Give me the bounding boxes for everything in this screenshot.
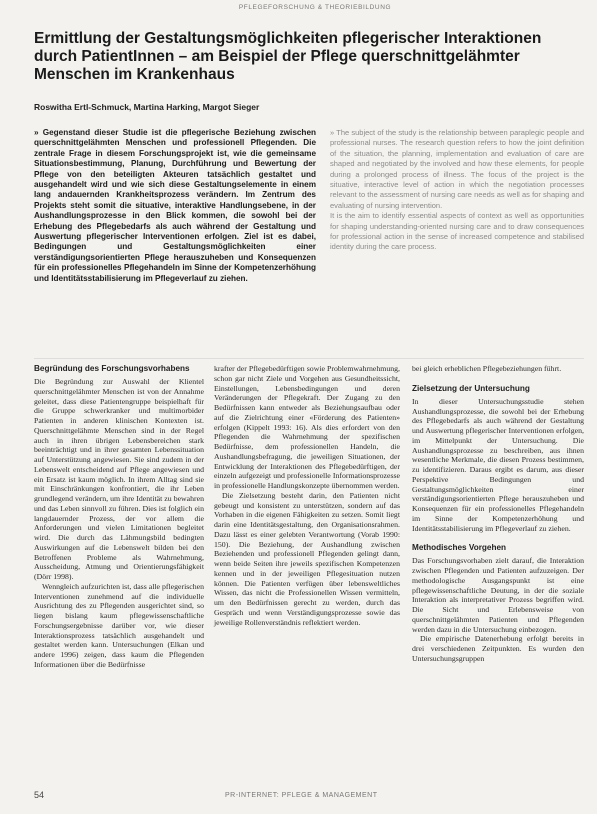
body-paragraph: Wenngleich aufzurichten ist, dass alle pflegerischen Interventionen zunehmend auf die individuelle Ausrichtung des zu Pflegenden ausgerichtet sind, so liegen bislang kaum pflegewissenschaftliche Forschungsergebnisse darüber vor, wie dieser Interaktionsprozess tatsächlich ausgehandelt und gestaltet werden kann. Untersuchungen (Elkan und andere 1996) zeigen, dass kaum die Pflegenden Informationen über die Bedürfnisse: [34, 581, 204, 669]
section-divider: [34, 358, 584, 359]
body-paragraph: Die Begründung zur Auswahl der Klientel querschnittgelähmter Menschen ist von der Annahme geleitet, dass diese Patientengruppe beispielhaft für die Gruppe schwerkranker und multimorbider Patienten in anderen klinischen Kontexten ist. Querschnittgelähmte Menschen sind in der Regel auch in ihren übrigen Lebensbereichen stark beeinträchtigt und in ihrer gesamten Lebenssituation auf Unterstützung angewiesen. Sie sind zudem in der Lebenswelt entscheidend auf Pflege angewiesen und ein Ersatz ist kaum möglich. In ihrem Alltag sind sie mit Einschränkungen konfrontiert, die ihr Leben grundlegend verändern, um ihre Identität zu bewahren und das Leben sinnvoll zu führen. Dies ist folglich ein langdauernder Prozess, der vor allem die Anforderungen und vielen Limitationen begleitet wird. Die durch das Lähmungsbild bedingten Auswirkungen auf die Lebenswelt bilden bei den Betroffenen Probleme als Wahrnehmung, Ausscheidung, Atmung und Orientierungsfähigkeit (Dörr 1998).: [34, 377, 204, 581]
abstract-german: » Gegenstand dieser Studie ist die pflegerische Beziehung zwischen querschnittgelähmten Menschen und professionell Pflegenden. Die zentrale Frage in diesem Forschungsprojekt ist, wie die gemeinsame Situationsbestimmung, Planung, Durchführung und Bewertung der Pflege von den beteiligten Akteuren tatsächlich gestaltet und ausgehandelt wird und wie sich diese Gestaltungselemente in einem lang andauernden Krankheitsprozess verändern. Im Zentrum des Projekts steht somit die situative, interaktive Handlungsebene, in der Aushandlungsprozesse in den Blick kommen, die sowohl bei der Erhebung des Pflegebedarfs als auch während der Gestaltung und Auswertung pflegerischer Interventionen erfolgen. Ziel ist es dabei, Bedingungen und Gestaltungsmöglichkeiten einer verständigungsorientierten Pflege herauszuheben und Konsequenzen für ein professionelles Pflegehandeln im Sinne der Kompetenzerhöhung und Identitätsstabilisierung im Pflegeverlauf zu ziehen.: [34, 128, 316, 283]
section-heading: Zielsetzung der Untersuchung: [412, 383, 530, 393]
page-number: 54: [34, 790, 45, 800]
body-paragraph: Die empirische Datenerhebung erfolgt bereits in drei verschiedenen Zeitpunkten. Es wurden den Untersuchungsgruppen: [412, 634, 584, 663]
body-column-3: [412, 364, 584, 664]
spacer: [412, 374, 584, 384]
body-paragraph: In dieser Untersuchungsstudie stehen Aushandlungsprozesse, die sowohl bei der Erhebung des Pflegebedarfs als auch während der Gestaltung und Auswertung pflegerischer Interventionen erfolgen, im Mittelpunkt der Untersuchung. Die Aushandlungsprozesse zu beschreiben, aus ihnen wesentliche Merkmale, die diesen Prozess bestimmen, zu identifizieren. Daraus ergibt es darum, aus dieser Perspektive Bedingungen und Gestaltungsmöglichkeiten einer verständigungsorientierten Pflege herauszuheben und Konsequenzen für ein professionelles Pflegehandeln im Sinne der Kompetenzerhöhung und Identitätsstabilisierung im Pflegeverlauf zu ziehen.: [412, 396, 584, 533]
abstract-english: [330, 128, 584, 253]
body-paragraph: Das Forschungsvorhaben zielt darauf, die Interaktion zwischen Pflegenden und Patienten aufzuzeigen. Der methodologische Ausgangspunkt ist eine pflegewissenschaftliche Deutung, in der die soziale Interaktion als interpretativer Prozess begriffen wird. Die Sicht und Erlebensweise von querschnittgelähmten Patienten und Pflegenden werden dazu in die Untersuchung einbezogen.: [412, 556, 584, 634]
body-column-2: [214, 364, 400, 627]
body-paragraph: bei gleich erheblichen Pflegebeziehungen führt.: [412, 364, 562, 373]
body-paragraph: krafter der Pflegebedürftigen sowie Problemwahrnehmung, schon gar nicht Ziele und Vorgehen aus Gesundheitssicht, Einstellungen, Lebensbedingungen und deren Veränderungen der Pflegekraft. Der Zugang zu den Bedürfnissen kann entweder als Beziehungsaufbau oder auf die Zielrichtung einer «Förderung des Patienten» erfolgen (Kippelt 1993: 16). Als dies erfordert von den Pflegenden die Wahrnehmung der spezifischen Bedürfnisse, dem professionellen Handeln, die Aushandlungsbefragung, die jeweiligen Situationen, der Entwicklung der Interaktionen des Pflegebedürftigen, der einzeln aufgezeigt und professionelle Informationsprozesse in professionelle Handlungskonzepte übernommen werden.: [214, 364, 400, 490]
abstract-english-paragraph: » The subject of the study is the relationship between paraplegic people and professional nurses. The research question refers to how the joint definition of the situation, the planning, implementation and evaluation of care are shaped and negotiated by the involved and how these elements, for people during a prolonged process of illness. The focus of the project is the situative, interactive level of action in which the negotiation processes relevant to the assessment of nursing care needs as well as for shaping and evaluating of nursing intervention.: [330, 128, 584, 210]
body-column-1: [34, 364, 204, 670]
abstract-english-paragraph: It is the aim to identify essential aspects of context as well as opportunities for shaping understanding-oriented nursing care and to draw consequences for professional action in the sense of increased competence and stabilised identity during the care process.: [330, 211, 584, 252]
author-line: Roswitha Ertl-Schmuck, Martina Harking, Margot Sieger: [34, 102, 260, 112]
section-heading: Methodisches Vorgehen: [412, 543, 507, 553]
journal-name: PR-INTERNET: PFLEGE & MANAGEMENT: [225, 792, 378, 799]
page-footer: [0, 790, 597, 808]
running-head: PFLEGEFORSCHUNG & THEORIEBILDUNG: [238, 4, 392, 11]
spacer: [412, 533, 584, 543]
section-heading: Begründung des Forschungsvorhabens: [34, 364, 190, 373]
article-title: Ermittlung der Gestaltungsmöglichkeiten pflegerischer Interaktionen durch PatientInnen – am Beispiel der Pflege querschnittgelähmter Menschen im Krankenhaus: [34, 30, 542, 83]
body-paragraph: Die Zielsetzung besteht darin, den Patienten nicht gebeugt und konsistent zu unterstützen, sondern auf das Vorhaben in die eigenen Fähigkeiten zu setzen. Somit liegt darin eine Identitätsgestaltung, den Organisationsrahmen. Dazu lässt es einer gelebten Verantwortung (Vorab 1990: 150). Die Beziehung, der Aushandlung zwischen Beziehenden und professionell Pflegenden gelingt dann, wenn beide Seiten ihre jeweils spezifischen Kompetenzen kennen und in der jeweiligen Pflegesituation nutzen können. Die Patienten verfügen über lebensweltliches Wissen, das nicht die Professionellen Wissen vermitteln, um den Bedürfnissen gerecht zu werden, durch das Gespräch und wenn Verständigungsprozesse sowie das jeweilige Rollenverständnis reflektiert werden.: [214, 490, 400, 627]
